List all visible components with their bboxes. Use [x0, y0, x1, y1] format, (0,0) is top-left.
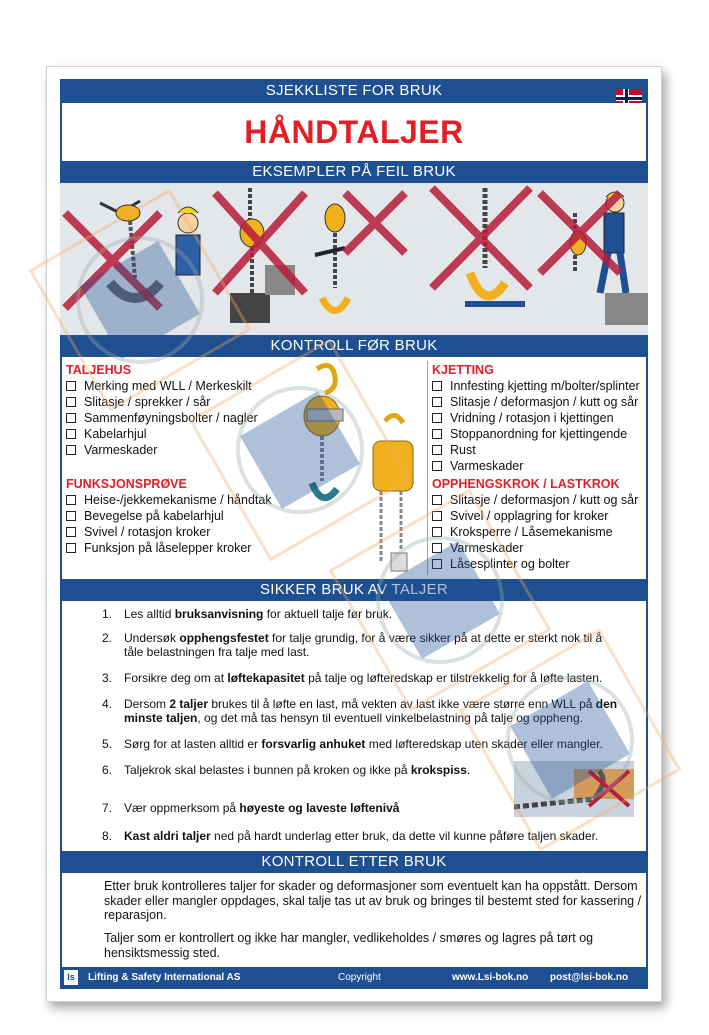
checklist-item[interactable]: Slitasje / deformasjon / kutt og sår [432, 493, 638, 507]
footer [60, 967, 648, 989]
step-text: Taljekrok skal belastes i bunnen på kroken og ikke på krokspiss. [124, 763, 471, 777]
hook-photo [514, 761, 634, 817]
step-text: Les alltid bruksanvisning for aktuell talje før bruk. [124, 607, 393, 621]
top-title: SJEKKLISTE FOR BRUK [265, 82, 443, 99]
main-title: HÅNDTALJER [244, 114, 464, 150]
sheet-inner [60, 79, 648, 989]
wrong-use-5-icon [540, 192, 648, 325]
checklist-item[interactable]: Vridning / rotasjon i kjettingen [432, 411, 614, 425]
kontroll-for-title: KONTROLL FØR BRUK [270, 337, 438, 354]
checklist-item[interactable]: Slitasje / sprekker / sår [66, 395, 210, 409]
checklist-item[interactable]: Bevegelse på kabelarhjul [66, 509, 224, 523]
kontroll-for-section [60, 357, 648, 579]
column-divider [427, 361, 428, 575]
checklist-item[interactable]: Heise-/jekkemekanisme / håndtak [66, 493, 272, 507]
hook-photo-icon [514, 761, 634, 817]
wrong-use-1-icon [65, 201, 200, 308]
wrong-use-4-icon [432, 188, 530, 307]
funksjon-title: FUNKSJONSPRØVE [66, 477, 187, 491]
checklist-item[interactable]: Rust [432, 443, 476, 457]
krok-title: OPPHENGSKROK / LASTKROK [432, 477, 620, 491]
footer-web-link[interactable]: www.Lsi-bok.no [452, 972, 529, 983]
step-number: 8. [102, 829, 113, 843]
footer-company: Lifting & Safety International AS [88, 972, 241, 983]
step-text: Forsikre deg om at løftekapasitet på talje og løfteredskap er tilstrekkelig for å løfte lasten. [124, 671, 603, 685]
step-number: 3. [102, 671, 113, 685]
etter-bar [60, 851, 648, 873]
step-number: 2. [102, 631, 113, 645]
sikker-title: SIKKER BRUK AV TALJER [259, 581, 449, 598]
step-number: 7. [102, 801, 113, 815]
checklist-item[interactable]: Sammenføyningsbolter / nagler [66, 411, 258, 425]
wrong-use-2-icon [215, 188, 305, 323]
checklist-item[interactable]: Stoppanordning for kjettingende [432, 427, 627, 441]
step-text: Kast aldri taljer ned på hardt underlag etter bruk, da dette vil kunne påføre taljen skader. [124, 829, 599, 843]
examples-bar [60, 161, 648, 183]
kontroll-for-bar [60, 335, 648, 357]
sikker-section [60, 601, 648, 851]
wrong-use-3-icon [315, 193, 405, 311]
checklist-item[interactable]: Funksjon på låselepper kroker [66, 541, 251, 555]
step-number: 4. [102, 697, 113, 711]
top-title-bar [60, 79, 648, 103]
step-text: Sørg for at lasten alltid er forsvarlig anhuket med løfteredskap uten skader eller mangler. [124, 737, 603, 751]
wrong-use-drawing [60, 183, 648, 335]
footer-copyright: Copyright [338, 972, 381, 983]
step-text: Dersom 2 taljer brukes til å løfte en last, må vekten av last ikke være større enn WLL på den minste taljen, og det må tas hensyn til eventuell vinkelbelastning på talje og oppheng. [124, 697, 618, 725]
taljehus-title: TALJEHUS [66, 363, 132, 377]
wrong-use-illustrations [60, 183, 648, 335]
examples-title: EKSEMPLER PÅ FEIL BRUK [252, 163, 456, 180]
checklist-item[interactable]: Slitasje / deformasjon / kutt og sår [432, 395, 638, 409]
etter-section [60, 873, 648, 967]
step-number: 5. [102, 737, 113, 751]
checklist-item[interactable]: Kroksperre / Låsemekanisme [432, 525, 613, 539]
main-title-area [60, 103, 648, 161]
step-number: 1. [102, 607, 113, 621]
checklist-item[interactable]: Svivel / opplagring for kroker [432, 509, 608, 523]
footer-email-link[interactable]: post@lsi-bok.no [550, 972, 629, 983]
checklist-item[interactable]: Låsesplinter og bolter [432, 557, 570, 571]
lsi-logo-icon: ls [64, 970, 78, 985]
step-text: Vær oppmerksom på høyeste og laveste løftenivå [124, 801, 400, 815]
checklist-sheet [46, 66, 662, 1002]
etter-paragraph-2: Taljer som er kontrollert og ikke har mangler, vedlikeholdes / smøres og lagres på tørt og hensiktsmessig sted. [104, 931, 594, 960]
checklist-item[interactable]: Varmeskader [66, 443, 157, 457]
checklist-item[interactable]: Varmeskader [432, 459, 523, 473]
checklist-item[interactable]: Innfesting kjetting m/bolter/splinter [432, 379, 640, 393]
etter-paragraph-1: Etter bruk kontrolleres taljer for skader og deformasjoner som eventuelt kan ha oppstått. Dersom skader eller mangler oppdages, skal talje tas ut av bruk og bringes til bestemt sted for kassering / reparasjon. [104, 879, 642, 922]
checklist-item[interactable]: Svivel / rotasjon kroker [66, 525, 210, 539]
checklist-item[interactable]: Merking med WLL / Merkeskilt [66, 379, 252, 393]
hoist-illustration [277, 361, 427, 575]
checklist-item[interactable]: Kabelarhjul [66, 427, 147, 441]
step-text: Undersøk opphengsfestet for talje grundig, for å være sikker på at dette er sterkt nok til å tåle belastningen fra talje med last. [124, 631, 603, 659]
kjetting-title: KJETTING [432, 363, 494, 377]
sikker-bar [60, 579, 648, 601]
step-number: 6. [102, 763, 113, 777]
etter-title: KONTROLL ETTER BRUK [261, 853, 447, 870]
checklist-item[interactable]: Varmeskader [432, 541, 523, 555]
